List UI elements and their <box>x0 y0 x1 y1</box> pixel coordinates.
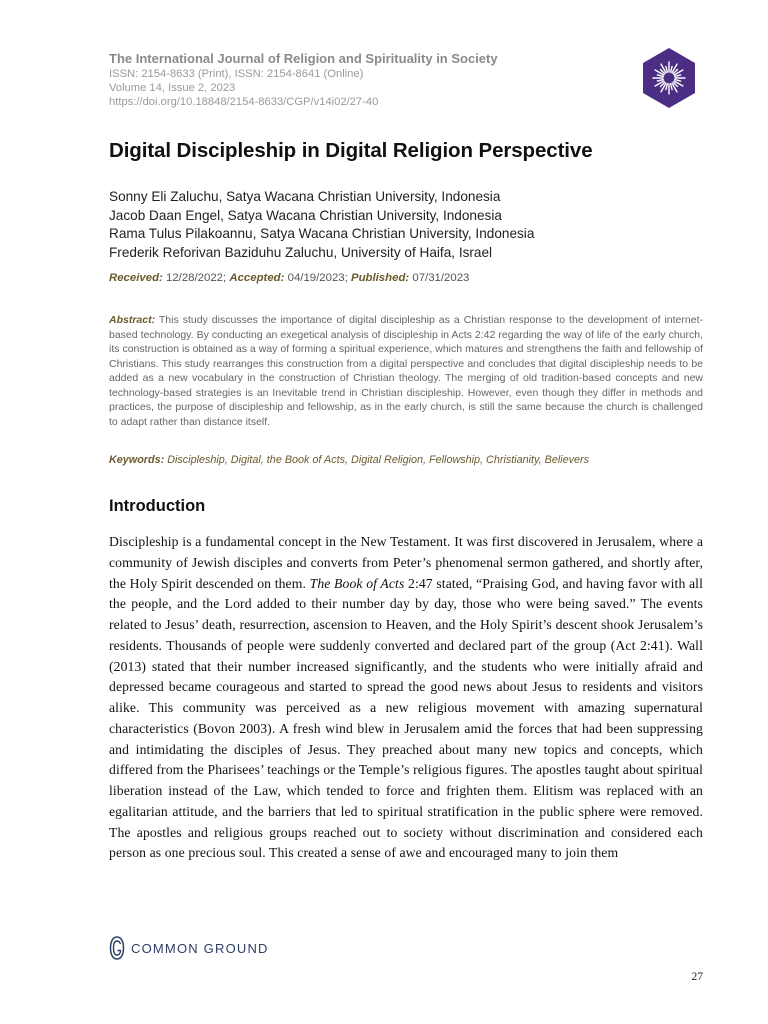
abstract <box>109 313 703 429</box>
accepted-label: Accepted: <box>229 272 285 284</box>
keywords <box>109 454 709 466</box>
publisher-logo <box>109 934 269 962</box>
abstract-label: Abstract: <box>109 314 156 326</box>
author-line: Sonny Eli Zaluchu, Satya Wacana Christian University, Indonesia <box>109 189 501 204</box>
author-line: Rama Tulus Pilakoannu, Satya Wacana Christian University, Indonesia <box>109 226 535 241</box>
paper-title: Digital Discipleship in Digital Religion Perspective <box>109 139 593 162</box>
common-ground-logo-icon <box>109 935 125 961</box>
journal-masthead <box>109 51 609 109</box>
publisher-name: COMMON GROUND <box>131 940 269 956</box>
keywords-label: Keywords: <box>109 454 165 466</box>
author-line: Frederik Reforivan Baziduhu Zaluchu, University of Haifa, Israel <box>109 244 493 260</box>
introduction-paragraph <box>109 532 703 864</box>
abstract-text: This study discusses the importance of digital discipleship as a Christian response to the development of internet-based technology. By conducting an exegetical analysis of discipleship in Acts 2:42 regarding the way of life of the early church, its construction is obtained as a way of forming a spiritual experience, which matures and strengthens the faith and fellowship of Christians. This study rearranges this construction from a digital perspective and concludes that digital discipleship needs to be added as a new vocabulary in the construction of Christian theology. The merging of old tradition-based concepts and new technology-based strategies is an Inevitable trend in Christian discipleship. However, even though they differ in methods and practices, the purpose of discipleship and fellowship, as in the early church, is still the same because the church is challenged to adapt rather than distance itself. <box>109 314 703 428</box>
received-date: 12/28/2022; <box>166 272 227 284</box>
published-date: 07/31/2023 <box>412 272 470 284</box>
author-line: Jacob Daan Engel, Satya Wacana Christian University, Indonesia <box>109 207 502 223</box>
journal-title: The International Journal of Religion and Spirituality in Society <box>109 51 498 66</box>
author-list <box>109 188 709 262</box>
section-heading-introduction: Introduction <box>109 497 206 515</box>
paragraph-text: Discipleship is a fundamental concept in the New Testament. It was first discovered in Jerusalem, where a community of Jewish disciples and converts from Peter’s phenomenal sermon gathered, and shortly after, the Holy Spirit descended on them. <box>109 534 703 591</box>
page-number: 27 <box>691 971 703 983</box>
journal-volume: Volume 14, Issue 2, 2023 <box>109 82 236 94</box>
journal-issn: ISSN: 2154-8633 (Print), ISSN: 2154-8641 (Online) <box>109 68 364 80</box>
keywords-text: Discipleship, Digital, the Book of Acts, Digital Religion, Fellowship, Christianity, Believers <box>167 454 590 466</box>
journal-doi: https://doi.org/10.18848/2154-8633/CGP/v14i02/27-40 <box>109 96 379 108</box>
received-label: Received: <box>109 272 163 284</box>
published-label: Published: <box>350 272 410 284</box>
radiating-star-hexagon-icon <box>637 46 701 110</box>
publication-dates <box>109 272 709 284</box>
paragraph-text: 2:47 stated, “Praising God, and having favor with all the people, and the Lord added to their number day by day, those who were being saved.” The events related to Jesus’ death, resurrection, ascension to Heaven, and the Holy Spirit’s descent shook Jerusalem’s residents. Thousands of people were suddenly converted and declared part of the group (Act 2:41). Wall (2013) stated that their number increased significantly, and the students who were initially afraid and depressed became courageous and started to spread the good news about Jesus to residents and visitors alike. This community was perceived as a new religious movement with amazing supernatural characteristics (Bovon 2003). A fresh wind blew in Jerusalem amid the forces that had been suppressing and intimidating the disciples of Jesus. They preached about many new topics and concepts, which differed from the Pharisees’ teachings or the Temple’s religious figures. The apostles taught about spiritual liberation instead of the Law, which tended to force and frighten them. Elitism was replaced with an egalitarian attitude, and the barriers that led to spiritual stratification in the public sphere were removed. The apostles and religious groups reached out to society without discrimination and considered each person as one precious soul. This created a sense of awe and encouraged many to join them <box>109 575 703 861</box>
book-title: The Book of Acts <box>309 575 405 591</box>
accepted-date: 04/19/2023; <box>287 272 348 284</box>
